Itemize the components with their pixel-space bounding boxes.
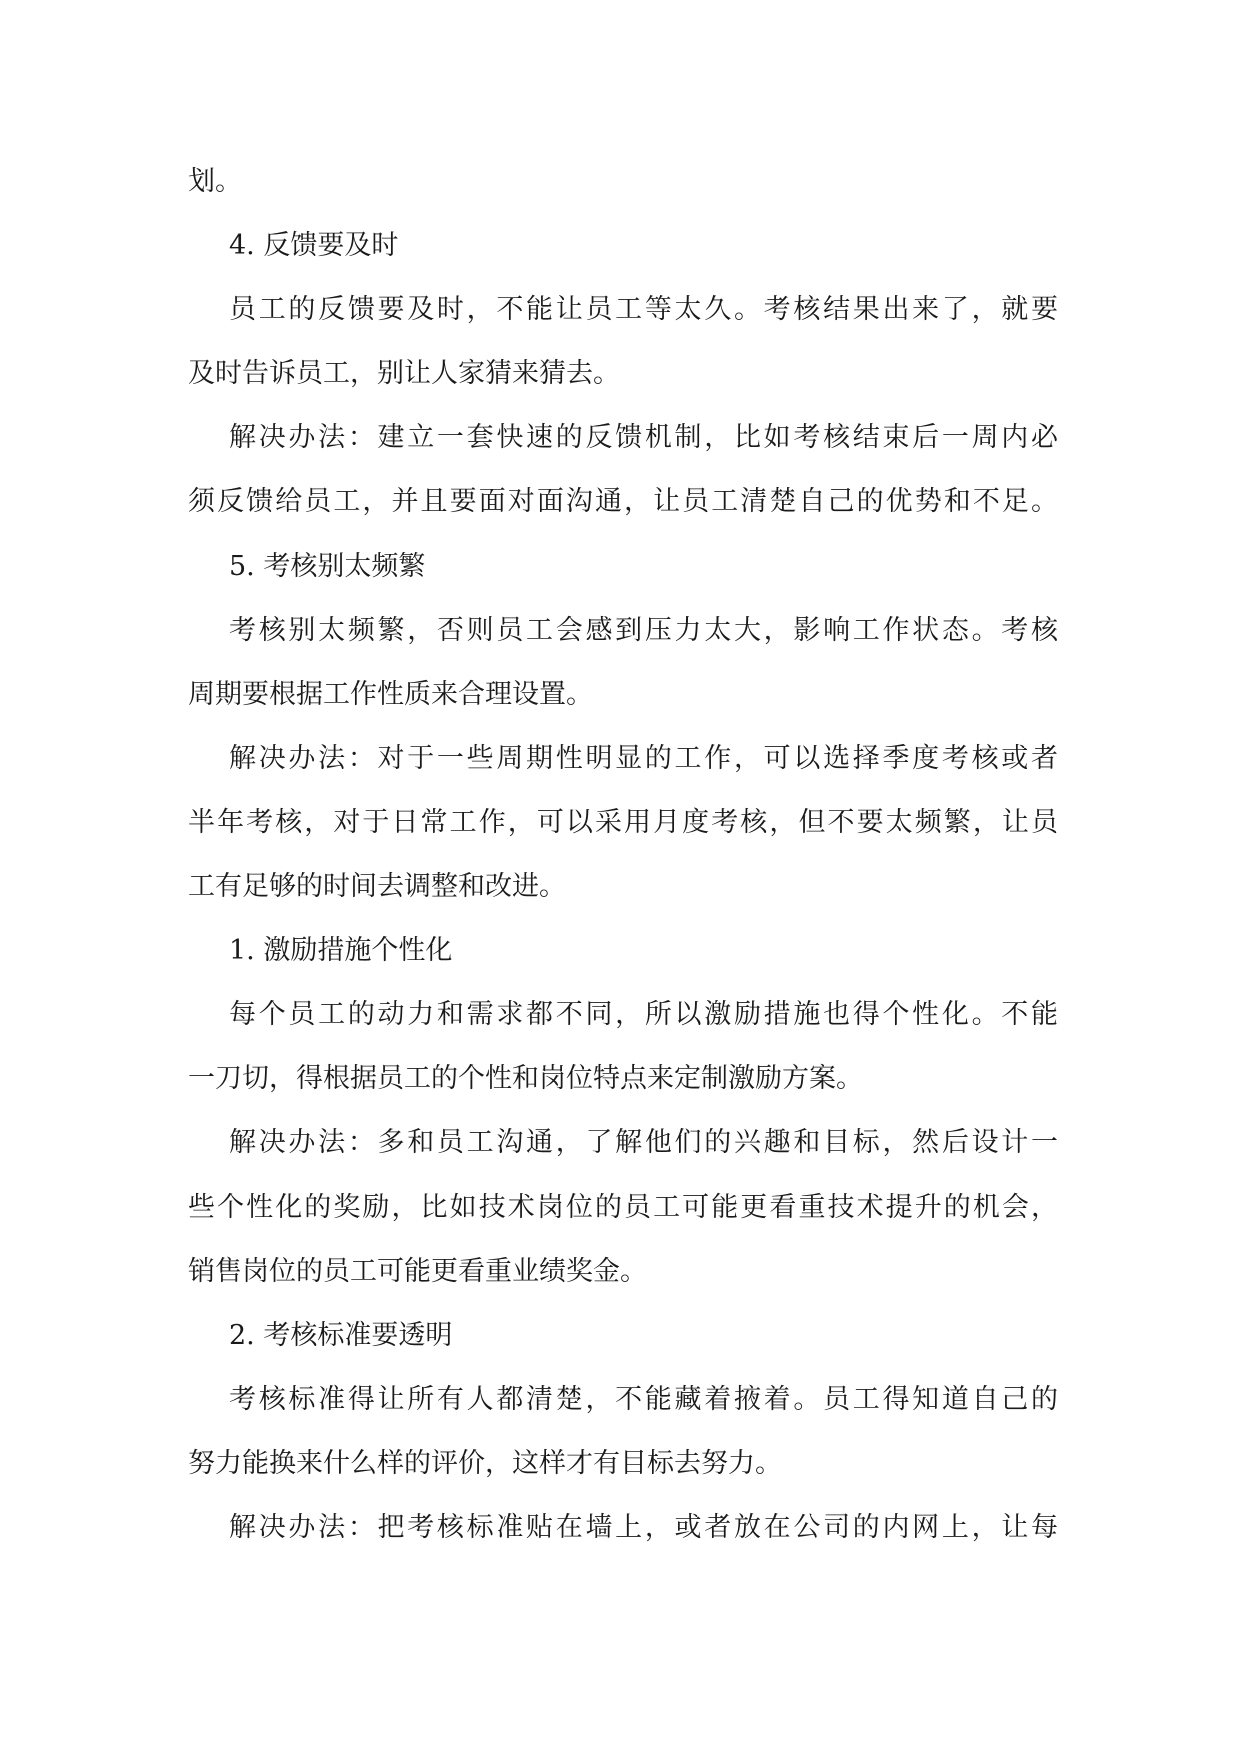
section-heading: 1. 激励措施个性化 <box>229 935 453 967</box>
text-line: 解决办法：对于一些周期性明显的工作，可以选择季度考核或者 <box>229 742 1058 774</box>
section-heading: 4. 反馈要及时 <box>229 230 399 262</box>
section-heading: 2. 考核标准要透明 <box>229 1319 453 1351</box>
text-line: 解决办法：把考核标准贴在墙上，或者放在公司的内网上，让每 <box>229 1511 1058 1543</box>
text-line: 工有足够的时间去调整和改进。 <box>188 871 566 903</box>
text-line: 周期要根据工作性质来合理设置。 <box>188 678 593 710</box>
text-line: 一刀切，得根据员工的个性和岗位特点来定制激励方案。 <box>188 1063 863 1095</box>
text-line: 解决办法：建立一套快速的反馈机制，比如考核结束后一周内必 <box>229 422 1058 454</box>
text-line: 每个员工的动力和需求都不同，所以激励措施也得个性化。不能 <box>229 999 1058 1031</box>
text-line: 员工的反馈要及时，不能让员工等太久。考核结果出来了，就要 <box>229 294 1058 326</box>
text-line: 解决办法：多和员工沟通，了解他们的兴趣和目标，然后设计一 <box>229 1127 1058 1159</box>
text-line: 及时告诉员工，别让人家猜来猜去。 <box>188 358 620 390</box>
text-line: 须反馈给员工，并且要面对面沟通，让员工清楚自己的优势和不足。 <box>188 486 1058 518</box>
text-line: 些个性化的奖励，比如技术岗位的员工可能更看重技术提升的机会， <box>188 1191 1058 1223</box>
text-line: 考核别太频繁，否则员工会感到压力太大，影响工作状态。考核 <box>229 614 1058 646</box>
text-line: 考核标准得让所有人都清楚，不能藏着掖着。员工得知道自己的 <box>229 1383 1058 1415</box>
text-line: 半年考核，对于日常工作，可以采用月度考核，但不要太频繁，让员 <box>188 806 1058 838</box>
section-heading: 5. 考核别太频繁 <box>229 550 426 582</box>
document-body <box>188 150 1058 1560</box>
text-line: 划。 <box>188 166 242 197</box>
text-line: 努力能换来什么样的评价，这样才有目标去努力。 <box>188 1447 782 1479</box>
text-line: 销售岗位的员工可能更看重业绩奖金。 <box>188 1255 647 1287</box>
